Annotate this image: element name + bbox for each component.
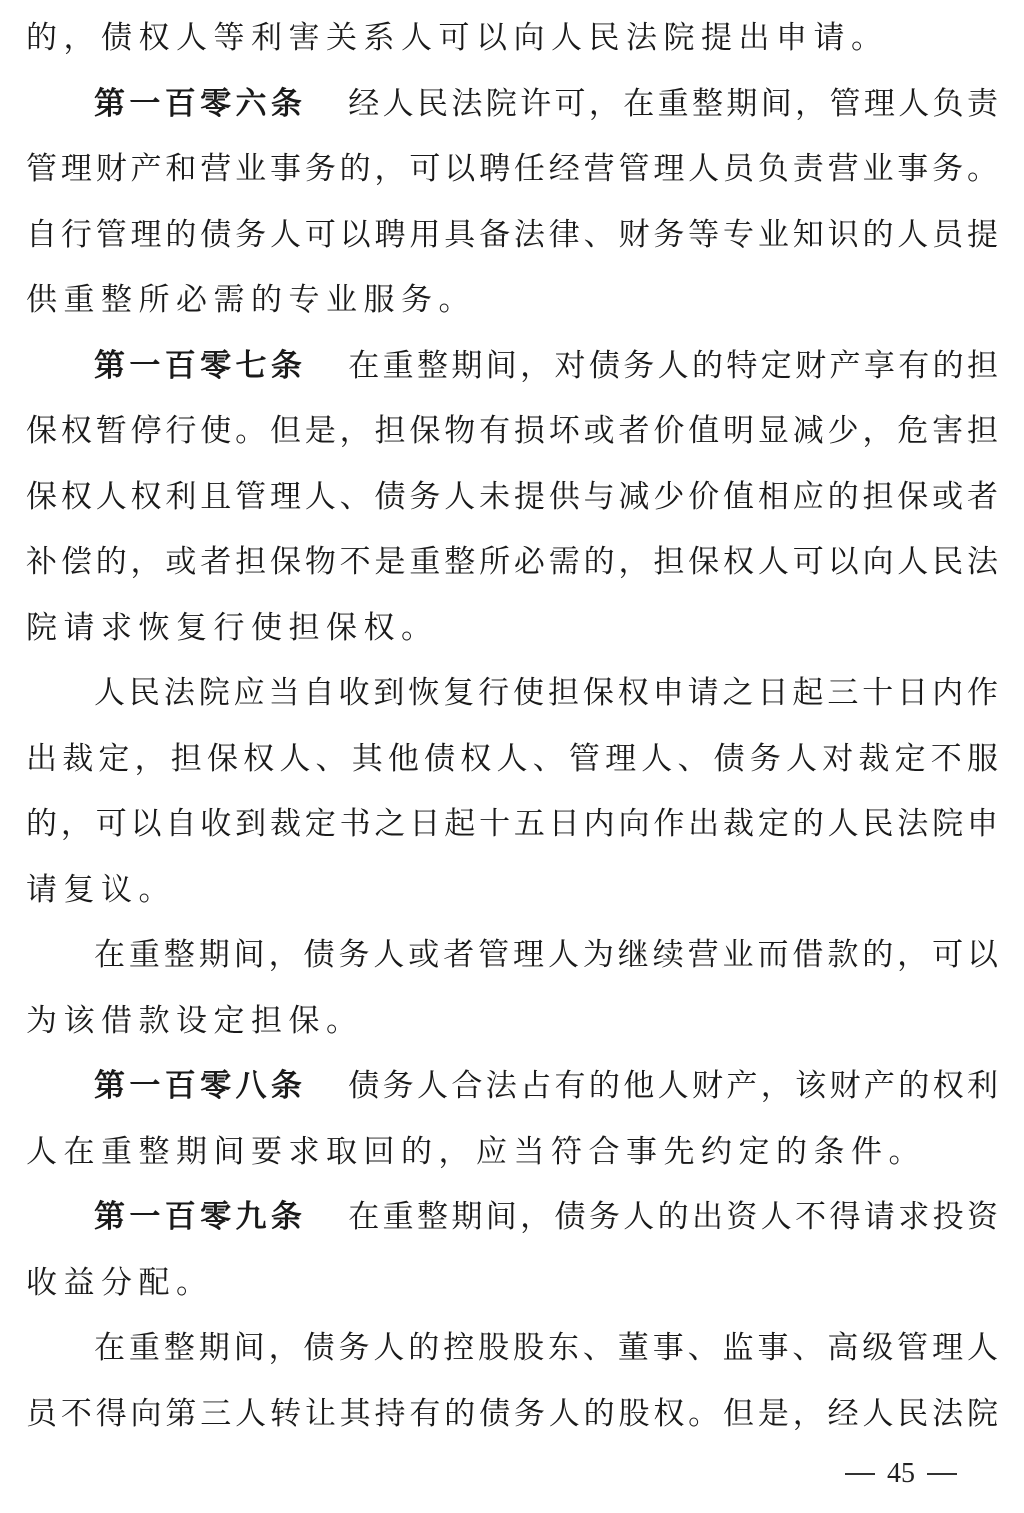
article-heading: 第一百零六条 [94, 85, 307, 122]
article-107-line: 第一百零七条 在重整期间，对债务人的特定财产享有的担 [94, 347, 998, 384]
paragraph-start-line: 在重整期间，债务人或者管理人为继续营业而借款的，可以 [94, 937, 998, 973]
text-line: 人在重整期间要求取回的，应当符合事先约定的条件。 [26, 1133, 926, 1170]
page-number-value: 45 [887, 1458, 915, 1489]
article-106-line: 第一百零六条 经人民法院许可，在重整期间，管理人负责 [94, 85, 998, 122]
document-body [26, 0, 998, 1447]
text-line: 管理财产和营业事务的，可以聘任经营管理人员负责营业事务。 [26, 151, 998, 187]
text-line: 补偿的，或者担保物不是重整所必需的，担保权人可以向人民法 [26, 544, 998, 580]
text-line: 收益分配。 [26, 1264, 214, 1301]
text-line: 保权人权利且管理人、债务人未提供与减少价值相应的担保或者 [26, 478, 998, 515]
article-heading: 第一百零七条 [94, 347, 307, 384]
text-line: 供重整所必需的专业服务。 [26, 282, 476, 318]
article-heading: 第一百零八条 [94, 1068, 307, 1104]
text-line: 请复议。 [26, 871, 176, 908]
text-line: 出裁定，担保权人、其他债权人、管理人、债务人对裁定不服 [26, 740, 998, 777]
text-line: 自行管理的债务人可以聘用具备法律、财务等专业知识的人员提 [26, 216, 998, 253]
text-line: 的，可以自收到裁定书之日起十五日内向作出裁定的人民法院申 [26, 806, 998, 842]
paragraph-start-line: 在重整期间，债务人的控股股东、董事、监事、高级管理人 [94, 1330, 998, 1366]
dash-left [845, 1473, 875, 1475]
text-line: 的，债权人等利害关系人可以向人民法院提出申请。 [26, 20, 889, 56]
article-109-line: 第一百零九条 在重整期间，债务人的出资人不得请求投资 [94, 1199, 998, 1235]
paragraph-start-line: 人民法院应当自收到恢复行使担保权申请之日起三十日内作 [94, 675, 998, 711]
page-number [845, 1454, 995, 1494]
text-line: 为该借款设定担保。 [26, 1002, 364, 1039]
article-heading: 第一百零九条 [94, 1199, 307, 1235]
text-line: 保权暂停行使。但是，担保物有损坏或者价值明显减少，危害担 [26, 413, 998, 449]
text-line: 院请求恢复行使担保权。 [26, 609, 439, 646]
article-108-line: 第一百零八条 债务人合法占有的他人财产，该财产的权利 [94, 1068, 998, 1104]
text-line: 员不得向第三人转让其持有的债务人的股权。但是，经人民法院 [26, 1395, 998, 1432]
dash-right [927, 1473, 957, 1475]
